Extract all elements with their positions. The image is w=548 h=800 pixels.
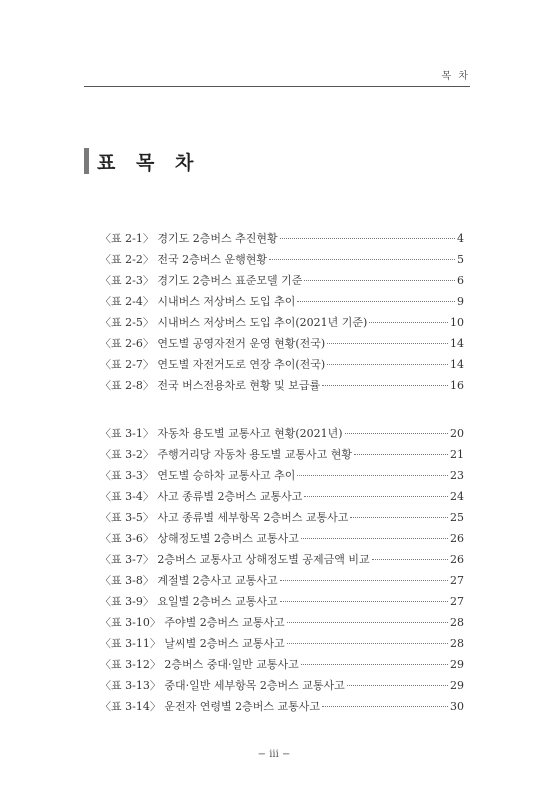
toc-entry-label: 〈표 2-7〉 연도별 자전거도로 연장 추이(전국)	[100, 358, 326, 371]
toc-entry[interactable]	[100, 333, 464, 354]
toc-entry-page: 10	[450, 316, 464, 329]
toc-leader-dots	[350, 516, 448, 518]
toc-entry-label: 〈표 2-1〉 경기도 2층버스 추진현황	[100, 232, 278, 245]
toc-entry-label: 〈표 3-13〉 중대·일반 세부항목 2층버스 교통사고	[100, 679, 345, 692]
toc-leader-dots	[327, 363, 448, 365]
toc-entry[interactable]	[100, 423, 464, 444]
toc-entry-label: 〈표 3-6〉 상해정도별 2층버스 교통사고	[100, 532, 299, 545]
header-rule	[84, 86, 470, 87]
toc-list-chapter-2	[100, 228, 464, 396]
toc-leader-dots	[347, 684, 448, 686]
toc-entry-label: 〈표 3-3〉 연도별 승하차 교통사고 추이	[100, 469, 296, 482]
toc-entry-label: 〈표 3-8〉 계절별 2층사고 교통사고	[100, 574, 278, 587]
toc-entry-page: 16	[450, 379, 464, 392]
toc-entry[interactable]	[100, 270, 464, 291]
toc-entry[interactable]	[100, 375, 464, 396]
toc-entry-label: 〈표 3-4〉 사고 종류별 2층버스 교통사고	[100, 490, 303, 503]
toc-entry[interactable]	[100, 444, 464, 465]
toc-entry-label: 〈표 3-9〉 요일별 2층버스 교통사고	[100, 595, 278, 608]
header-label: 목 차	[441, 71, 470, 82]
toc-entry-label: 〈표 2-2〉 전국 2층버스 운행현황	[100, 253, 267, 266]
toc-entry-page: 25	[450, 511, 464, 524]
toc-entry[interactable]	[100, 228, 464, 249]
toc-entry[interactable]	[100, 528, 464, 549]
toc-entry-label: 〈표 3-2〉 주행거리당 자동차 용도별 교통사고 현황	[100, 448, 352, 461]
page-number: − iii −	[257, 749, 291, 760]
toc-entry-page: 6	[457, 274, 464, 287]
toc-entry-label: 〈표 3-10〉 주야별 2층버스 교통사고	[100, 616, 285, 629]
toc-entry[interactable]	[100, 612, 464, 633]
toc-entry-label: 〈표 2-3〉 경기도 2층버스 표준모델 기준	[100, 274, 303, 287]
toc-leader-dots	[280, 237, 455, 239]
toc-leader-dots	[287, 642, 448, 644]
toc-entry-label: 〈표 2-4〉 시내버스 저상버스 도입 추이	[100, 295, 296, 308]
toc-entry[interactable]	[100, 312, 464, 333]
toc-leader-dots	[297, 474, 448, 476]
toc-entry-label: 〈표 3-5〉 사고 종류별 세부항목 2층버스 교통사고	[100, 511, 349, 524]
toc-entry-page: 14	[450, 358, 464, 371]
toc-leader-dots	[322, 705, 448, 707]
toc-entry-page: 24	[450, 490, 464, 503]
toc-leader-dots	[301, 537, 448, 539]
toc-entry-label: 〈표 3-12〉 2층버스 중대·일반 교통사고	[100, 658, 299, 671]
toc-entry-page: 9	[457, 295, 464, 308]
toc-leader-dots	[301, 663, 448, 665]
toc-leader-dots	[304, 495, 448, 497]
toc-entry-label: 〈표 2-5〉 시내버스 저상버스 도입 추이(2021년 기준)	[100, 316, 368, 329]
toc-entry-page: 26	[450, 553, 464, 566]
toc-entry[interactable]	[100, 570, 464, 591]
toc-entry[interactable]	[100, 354, 464, 375]
toc-entry[interactable]	[100, 654, 464, 675]
toc-entry-page: 23	[450, 469, 464, 482]
toc-leader-dots	[280, 600, 448, 602]
toc-leader-dots	[372, 558, 448, 560]
title-accent-bar	[84, 148, 89, 174]
toc-entry[interactable]	[100, 486, 464, 507]
toc-entry-page: 26	[450, 532, 464, 545]
toc-entry[interactable]	[100, 507, 464, 528]
toc-leader-dots	[345, 432, 448, 434]
toc-entry-page: 4	[457, 232, 464, 245]
toc-entry-page: 29	[450, 679, 464, 692]
toc-leader-dots	[280, 579, 448, 581]
toc-leader-dots	[297, 300, 455, 302]
toc-entry-label: 〈표 3-11〉 날씨별 2층버스 교통사고	[100, 637, 285, 650]
toc-entry-label: 〈표 3-14〉 운전자 연령별 2층버스 교통사고	[100, 700, 320, 713]
toc-entry-page: 29	[450, 658, 464, 671]
toc-entry[interactable]	[100, 249, 464, 270]
toc-entry[interactable]	[100, 696, 464, 717]
toc-entry-label: 〈표 3-1〉 자동차 용도별 교통사고 현황(2021년)	[100, 427, 343, 440]
toc-leader-dots	[287, 621, 448, 623]
toc-leader-dots	[304, 279, 455, 281]
toc-leader-dots	[369, 321, 448, 323]
toc-entry[interactable]	[100, 675, 464, 696]
toc-entry-page: 27	[450, 595, 464, 608]
toc-leader-dots	[322, 384, 448, 386]
toc-entry-page: 28	[450, 637, 464, 650]
toc-entry[interactable]	[100, 465, 464, 486]
toc-list-chapter-3	[100, 423, 464, 717]
toc-entry-page: 30	[450, 700, 464, 713]
section-title	[84, 148, 200, 174]
toc-leader-dots	[354, 453, 448, 455]
toc-leader-dots	[327, 342, 448, 344]
toc-entry[interactable]	[100, 633, 464, 654]
toc-entry-page: 21	[450, 448, 464, 461]
toc-entry-label: 〈표 3-7〉 2층버스 교통사고 상해정도별 공제금액 비교	[100, 553, 370, 566]
toc-entry-page: 27	[450, 574, 464, 587]
toc-entry-label: 〈표 2-8〉 전국 버스전용차로 현황 및 보급률	[100, 379, 321, 392]
toc-entry[interactable]	[100, 591, 464, 612]
toc-entry-page: 28	[450, 616, 464, 629]
toc-leader-dots	[269, 258, 455, 260]
toc-entry-page: 14	[450, 337, 464, 350]
toc-entry[interactable]	[100, 549, 464, 570]
toc-entry[interactable]	[100, 291, 464, 312]
toc-entry-page: 20	[450, 427, 464, 440]
toc-entry-label: 〈표 2-6〉 연도별 공영자전거 운영 현황(전국)	[100, 337, 326, 350]
page-title: 표 목 차	[97, 151, 201, 174]
toc-entry-page: 5	[457, 253, 464, 266]
